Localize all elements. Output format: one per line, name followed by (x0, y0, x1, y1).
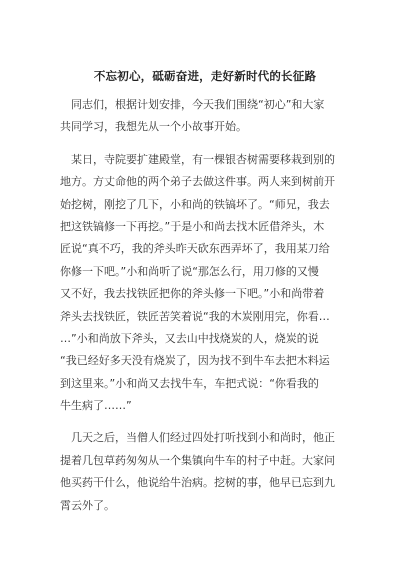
text-line: 几天之后，当僧人们经过四处打听找到小和尚时，他正 (60, 431, 335, 445)
text-line: 把这铁镐修一下再挖。”于是小和尚去找木匠借斧头，木 (60, 219, 325, 233)
text-line: 牛生病了……” (60, 399, 132, 413)
paragraph-ending (60, 427, 360, 517)
paragraph-story (60, 149, 360, 418)
document-title: 不忘初心，砥砺奋进，走好新时代的长征路 (93, 69, 317, 83)
document-body (60, 94, 360, 527)
text-line: 霄云外了。 (60, 498, 115, 512)
text-line: 又不好，我去找铁匠把你的斧头修一下吧。”小和尚带着 (60, 287, 325, 301)
text-line: 匠说“真不巧，我的斧头昨天砍东西弄坏了，我用某刀给 (60, 242, 330, 256)
text-line: 斧头去找铁匠，铁匠苦笑着说“我的木炭刚用完，你看… (60, 309, 330, 323)
paragraph-intro (60, 94, 360, 139)
text-line: 某日，寺院要扩建殿堂，有一棵银杏树需要移栽到别的 (60, 152, 335, 166)
text-line: 同志们，根据计划安排，今天我们围绕“初心”和大家 (60, 98, 325, 111)
text-line: 他买药干什么，他说给牛治病。挖树的事，他早已忘到九 (60, 476, 335, 490)
text-line: 提着几包草药匆匆从一个集镇向牛车的村子中赶。大家问 (60, 453, 335, 467)
text-line: 你修一下吧。”小和尚听了说“那怎么行，用刀修的又慢 (60, 264, 319, 278)
text-line: 始挖树，刚挖了几下，小和尚的铁镐坏了。“师兄，我去 (60, 197, 330, 211)
text-line: 地方。方丈命他的两个弟子去做这件事。两人来到树前开 (60, 175, 335, 189)
text-line: “我已经好多天没有烧炭了，因为找不到牛车去把木料运 (60, 354, 330, 368)
text-line: …”小和尚放下斧头，又去山中找烧炭的人，烧炭的说 (60, 331, 319, 345)
text-line: 共同学习，我想先从一个小故事开始。 (60, 120, 247, 134)
text-line: 到这里来。”小和尚又去找牛车，车把式说：“你看我的 (60, 376, 319, 390)
